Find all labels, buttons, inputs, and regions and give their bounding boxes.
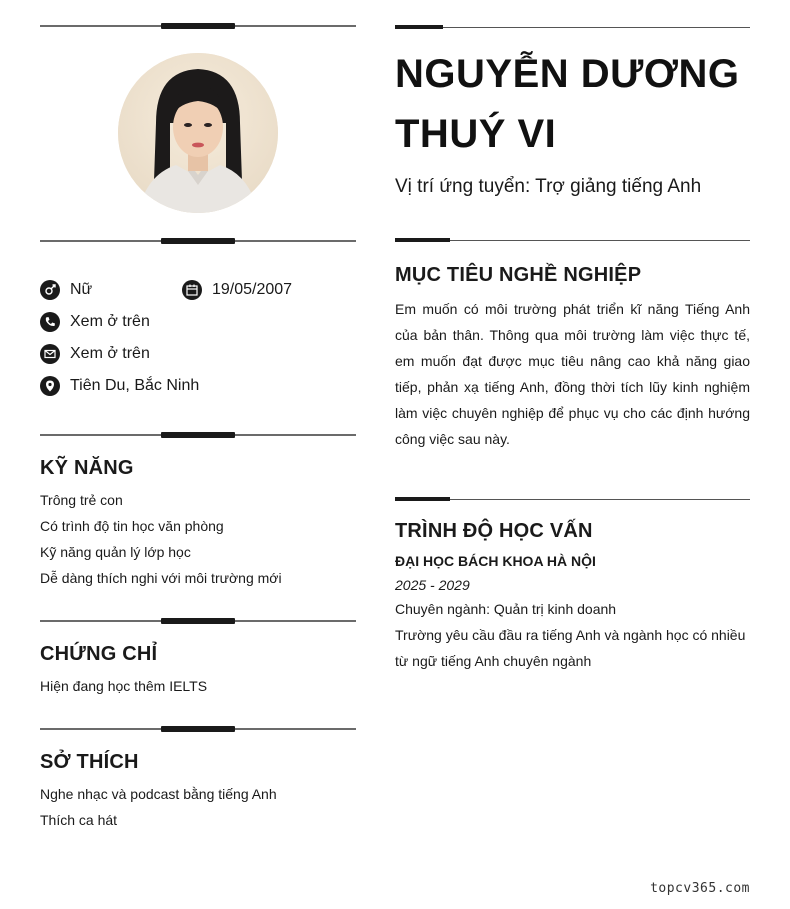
education-note: từ ngữ tiếng Anh chuyên ngành bbox=[395, 653, 592, 669]
school-name: ĐẠI HỌC BÁCH KHOA HÀ NỘI bbox=[395, 553, 596, 569]
divider bbox=[40, 238, 356, 244]
education-note: Trường yêu cầu đầu ra tiếng Anh và ngành học có nhiều bbox=[395, 627, 746, 643]
divider bbox=[395, 238, 750, 243]
skill-item: Dễ dàng thích nghi với môi trường mới bbox=[40, 570, 282, 586]
address-row bbox=[40, 375, 199, 397]
name-line-2: THUÝ VI bbox=[395, 112, 557, 156]
job-position: Vị trí ứng tuyển: Trợ giảng tiếng Anh bbox=[395, 176, 702, 197]
divider bbox=[40, 726, 356, 732]
birthday-row bbox=[182, 279, 292, 301]
divider bbox=[40, 432, 356, 438]
gender-icon bbox=[40, 280, 60, 300]
skill-item: Trông trẻ con bbox=[40, 492, 123, 508]
avatar-photo bbox=[118, 53, 278, 213]
phone-value: Xem ở trên bbox=[70, 313, 150, 330]
skill-item: Có trình độ tin học văn phòng bbox=[40, 518, 224, 534]
objective-title: MỤC TIÊU NGHỀ NGHIỆP bbox=[395, 264, 642, 286]
skill-item: Kỹ năng quản lý lớp học bbox=[40, 544, 191, 560]
address-value: Tiên Du, Bắc Ninh bbox=[70, 377, 200, 394]
skills-title: KỸ NĂNG bbox=[40, 457, 134, 479]
watermark: topcv365.com bbox=[650, 881, 750, 896]
certificates-title: CHỨNG CHỈ bbox=[40, 643, 158, 665]
top-left-divider bbox=[40, 23, 356, 29]
hobbies-title: SỞ THÍCH bbox=[40, 751, 139, 773]
hobby-item: Nghe nhạc và podcast bằng tiếng Anh bbox=[40, 786, 277, 802]
education-title: TRÌNH ĐỘ HỌC VẤN bbox=[395, 520, 593, 542]
gender-value: Nữ bbox=[70, 281, 93, 298]
email-row bbox=[40, 343, 150, 365]
objective-text: Em muốn có môi trường phát triển kĩ năng Tiếng Anh của bản thân. Thông qua môi trường làm việc thực tế, em muốn đạt được mục tiêu nâng cao khả năng giao tiếp, phản xạ tiếng Anh, đồng thời tích lũy kinh nghiệm làm việc chuyên nghiệp để phục vụ cho các định hướng công việc sau này. bbox=[395, 301, 750, 447]
major: Chuyên ngành: Quản trị kinh doanh bbox=[395, 601, 617, 617]
phone-row bbox=[40, 311, 150, 333]
divider bbox=[395, 497, 750, 502]
study-years: 2025 - 2029 bbox=[395, 577, 470, 593]
hobby-item: Thích ca hát bbox=[40, 812, 118, 828]
calendar-icon bbox=[182, 280, 202, 300]
gender-row bbox=[40, 279, 92, 301]
divider bbox=[40, 618, 356, 624]
certificate-item: Hiện đang học thêm IELTS bbox=[40, 678, 208, 694]
top-right-divider bbox=[395, 25, 750, 30]
birthday-value: 19/05/2007 bbox=[212, 281, 293, 298]
name-line-1: NGUYỄN DƯƠNG bbox=[395, 52, 740, 96]
location-icon bbox=[40, 376, 60, 396]
mail-icon bbox=[40, 344, 60, 364]
phone-icon bbox=[40, 312, 60, 332]
avatar bbox=[118, 53, 278, 213]
email-value: Xem ở trên bbox=[70, 345, 150, 362]
